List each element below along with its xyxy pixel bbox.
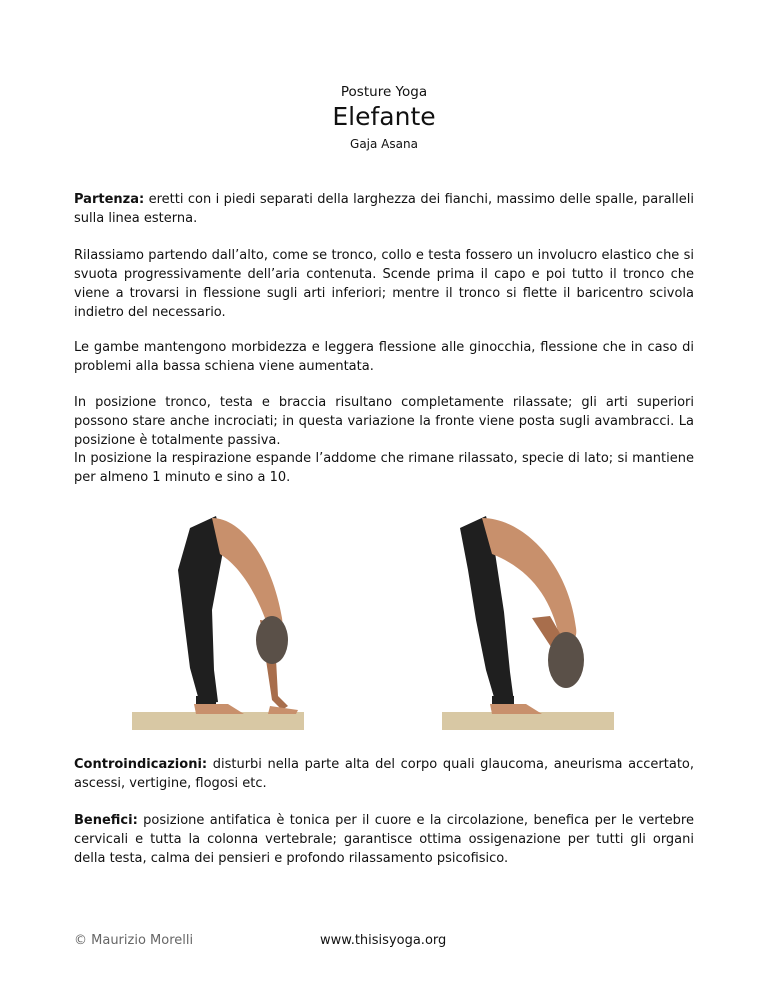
paragraph-contraindications <box>74 755 694 793</box>
pose-illustration <box>132 500 304 734</box>
benefits-text: posizione antifatica è tonica per il cuore e la circolazione, benefica per le vertebre cervicali e tutta la colonna vertebrale; garantisce ottima ossigenazione per tutti gli organi della testa, calma dei pensieri e profondo rilassamento psicofisico. <box>74 813 694 866</box>
pose-photo-hands-on-floor <box>132 500 304 734</box>
pants <box>178 516 224 704</box>
benefits-label: Benefici: <box>74 813 138 828</box>
footer-copyright: © Maurizio Morelli <box>74 933 194 948</box>
paragraph-legs: Le gambe mantengono morbidezza e leggera flessione alle ginocchia, flessione che in caso di problemi alla bassa schiena viene aumentata. <box>74 340 694 374</box>
foot <box>490 704 542 714</box>
paragraph-benefits <box>74 811 694 868</box>
page-header <box>0 84 768 152</box>
sanskrit-name: Gaja Asana <box>350 137 418 151</box>
pose-photo-arms-crossed <box>442 500 614 734</box>
contraindications-label: Controindicazioni: <box>74 757 208 772</box>
page-subtitle: Posture Yoga <box>340 84 428 100</box>
hair <box>256 616 288 664</box>
page-title: Elefante <box>332 102 436 131</box>
foot <box>194 704 244 714</box>
yoga-mat <box>442 712 614 730</box>
start-text: eretti con i piedi separati della larghezza dei fianchi, massimo delle spalle, paralleli sulla linea esterna. <box>74 192 694 226</box>
contraindications-text: disturbi nella parte alta del corpo quali glaucoma, aneurisma accertato, ascessi, vertigine, flogosi etc. <box>74 757 694 791</box>
start-label: Partenza: <box>74 192 145 207</box>
footer-website[interactable]: www.thisisyoga.org <box>320 933 447 948</box>
paragraph-relax: Rilassiamo partendo dall’alto, come se tronco, collo e testa fossero un involucro elastico che si svuota progressivamente dell’aria contenuta. Scende prima il capo e poi tutto il tronco che viene a trovarsi in flessione sugli arti inferiori; mentre il tronco si flette il baricentro scivola indietro del necessario. <box>74 248 694 320</box>
paragraph-start <box>74 190 694 228</box>
paragraph-position: In posizione tronco, testa e braccia risultano completamente rilassate; gli arti superiori possono stare anche incrociati; in questa variazione la fronte viene posta sugli avambracci. La posizione è totalmente passiva. <box>74 395 694 448</box>
hair <box>548 632 584 688</box>
yoga-mat <box>132 712 304 730</box>
pose-illustration-variant <box>442 500 614 734</box>
paragraph-breathing: In posizione la respirazione espande l’addome che rimane rilassato, specie di lato; si mantiene per almeno 1 minuto e sino a 10. <box>74 451 694 485</box>
